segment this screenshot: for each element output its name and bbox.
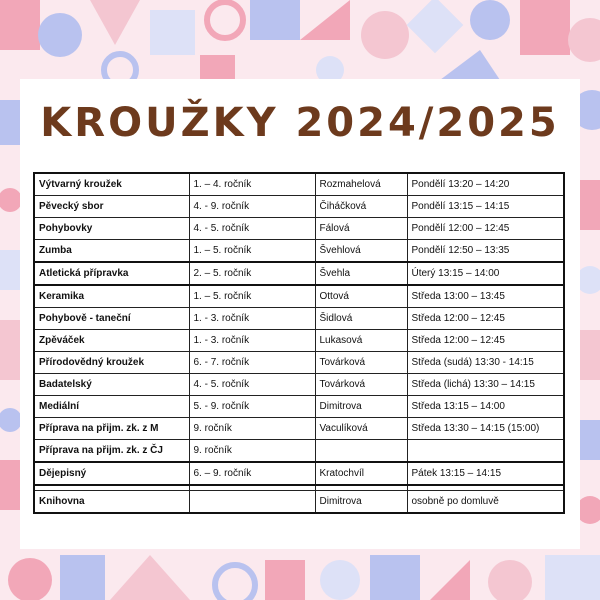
cell-time (407, 440, 564, 463)
cell-time: Středa (lichá) 13:30 – 14:15 (407, 374, 564, 396)
cell-name: Atletická přípravka (34, 262, 189, 285)
table-row (34, 491, 564, 514)
cell-grade: 5. - 9. ročník (189, 396, 315, 418)
cell-grade: 4. - 9. ročník (189, 196, 315, 218)
cell-grade: 1. – 4. ročník (189, 173, 315, 196)
cell-time: Pondělí 13:15 – 14:15 (407, 196, 564, 218)
cell-leader: Ottová (315, 285, 407, 308)
cell-name: Mediální (34, 396, 189, 418)
table-row (34, 173, 564, 196)
cell-grade: 1. – 5. ročník (189, 240, 315, 263)
cell-grade: 9. ročník (189, 440, 315, 463)
cell-leader: Švehla (315, 262, 407, 285)
top-pattern (0, 0, 600, 86)
table-row (34, 308, 564, 330)
cell-time: Pondělí 13:20 – 14:20 (407, 173, 564, 196)
cell-grade: 1. - 3. ročník (189, 330, 315, 352)
table-row (34, 462, 564, 485)
cell-leader: Švehlová (315, 240, 407, 263)
cell-name: Příprava na přijm. zk. z M (34, 418, 189, 440)
table-row (34, 418, 564, 440)
page-title: KROUŽKY 2024/2025 (40, 100, 560, 146)
cell-name: Dějepisný (34, 462, 189, 485)
table-row (34, 240, 564, 263)
cell-name: Příprava na přijm. zk. z ČJ (34, 440, 189, 463)
cell-name: Pohybově - taneční (34, 308, 189, 330)
cell-name: Pohybovky (34, 218, 189, 240)
table-row (34, 374, 564, 396)
cell-grade: 4. - 5. ročník (189, 374, 315, 396)
cell-grade: 6. – 9. ročník (189, 462, 315, 485)
cell-time: Úterý 13:15 – 14:00 (407, 262, 564, 285)
cell-name: Badatelský (34, 374, 189, 396)
cell-time: Středa 13:15 – 14:00 (407, 396, 564, 418)
cell-leader: Dimitrova (315, 396, 407, 418)
table-row (34, 218, 564, 240)
table-row (34, 440, 564, 463)
table-row (34, 196, 564, 218)
cell-time: Středa 13:30 – 14:15 (15:00) (407, 418, 564, 440)
table-row (34, 330, 564, 352)
cell-leader (315, 440, 407, 463)
cell-grade: 2. – 5. ročník (189, 262, 315, 285)
cell-name: Výtvarný kroužek (34, 173, 189, 196)
cell-name: Zumba (34, 240, 189, 263)
cell-time: Pondělí 12:00 – 12:45 (407, 218, 564, 240)
cell-leader: Šidlová (315, 308, 407, 330)
table-row (34, 262, 564, 285)
cell-leader: Lukasová (315, 330, 407, 352)
cell-name: Keramika (34, 285, 189, 308)
cell-time: Středa 12:00 – 12:45 (407, 330, 564, 352)
cell-leader: Rozmahelová (315, 173, 407, 196)
cell-time: Pátek 13:15 – 14:15 (407, 462, 564, 485)
cell-grade: 1. – 5. ročník (189, 285, 315, 308)
cell-leader: Továrková (315, 374, 407, 396)
cell-time: Pondělí 12:50 – 13:35 (407, 240, 564, 263)
table-row (34, 396, 564, 418)
cell-grade: 4. - 5. ročník (189, 218, 315, 240)
cell-grade: 6. - 7. ročník (189, 352, 315, 374)
cell-time: Středa (sudá) 13:30 - 14:15 (407, 352, 564, 374)
cell-leader: Dimitrova (315, 491, 407, 514)
cell-grade: 1. - 3. ročník (189, 308, 315, 330)
cell-grade (189, 491, 315, 514)
cell-name: Zpěváček (34, 330, 189, 352)
cell-leader: Továrková (315, 352, 407, 374)
bottom-pattern (0, 549, 600, 600)
table-row (34, 285, 564, 308)
cell-grade: 9. ročník (189, 418, 315, 440)
cell-name: Pěvecký sbor (34, 196, 189, 218)
table-row (34, 352, 564, 374)
cell-name: Přírodovědný kroužek (34, 352, 189, 374)
cell-leader: Vaculíková (315, 418, 407, 440)
clubs-table (33, 172, 565, 514)
cell-time: Středa 12:00 – 12:45 (407, 308, 564, 330)
cell-name: Knihovna (34, 491, 189, 514)
cell-leader: Kratochvíl (315, 462, 407, 485)
cell-leader: Fálová (315, 218, 407, 240)
cell-leader: Čiháčková (315, 196, 407, 218)
cell-time: osobně po domluvě (407, 491, 564, 514)
cell-time: Středa 13:00 – 13:45 (407, 285, 564, 308)
